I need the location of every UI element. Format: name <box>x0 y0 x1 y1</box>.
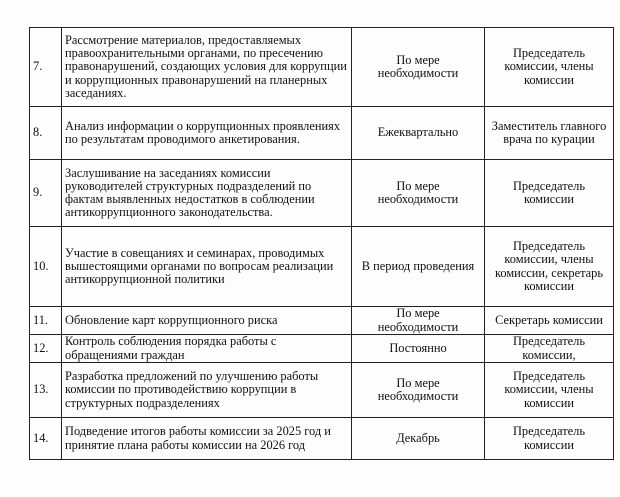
event-responsible: Председатель комиссии, члены комиссии <box>485 363 614 418</box>
table-row <box>30 335 614 363</box>
work-plan-table-body <box>30 28 614 460</box>
row-number: 12. <box>30 335 62 363</box>
row-number: 10. <box>30 227 62 307</box>
row-number: 8. <box>30 107 62 160</box>
event-responsible: Председатель комиссии <box>485 418 614 460</box>
table-row <box>30 160 614 227</box>
table-row <box>30 307 614 335</box>
event-description: Подведение итогов работы комиссии за 2025 год и принятие плана работы комиссии на 2026 год <box>62 418 352 460</box>
event-description: Заслушивание на заседаниях комиссии руководителей структурных подразделений по фактам выявленных недостатков в соблюдении антикоррупционного законодательства. <box>62 160 352 227</box>
event-responsible: Заместитель главного врача по курации <box>485 107 614 160</box>
event-responsible: Председатель комиссии, члены комиссии <box>485 28 614 107</box>
event-term: Постоянно <box>352 335 485 363</box>
event-term: В период проведения <box>352 227 485 307</box>
event-description: Анализ информации о коррупционных проявлениях по результатам проводимого анкетирования. <box>62 107 352 160</box>
event-responsible: Председатель комиссии, <box>485 335 614 363</box>
table-row <box>30 363 614 418</box>
event-term: По мере необходимости <box>352 160 485 227</box>
event-responsible: Председатель комиссии <box>485 160 614 227</box>
event-description: Контроль соблюдения порядка работы с обращениями граждан <box>62 335 352 363</box>
event-description: Участие в совещаниях и семинарах, проводимых вышестоящими органами по вопросам реализации антикоррупционной политики <box>62 227 352 307</box>
table-row <box>30 418 614 460</box>
table-row <box>30 107 614 160</box>
row-number: 11. <box>30 307 62 335</box>
row-number: 9. <box>30 160 62 227</box>
event-description: Обновление карт коррупционного риска <box>62 307 352 335</box>
event-description: Рассмотрение материалов, предоставляемых правоохранительными органами, по пресечению правонарушений, создающих условия для коррупции и коррупционных правонарушений на планерных заседаниях. <box>62 28 352 107</box>
event-term: По мере необходимости <box>352 307 485 335</box>
table-row <box>30 227 614 307</box>
work-plan-table <box>29 27 614 460</box>
event-description: Разработка предложений по улучшению работы комиссии по противодействию коррупции в структурных подразделениях <box>62 363 352 418</box>
event-responsible: Секретарь комиссии <box>485 307 614 335</box>
row-number: 14. <box>30 418 62 460</box>
row-number: 13. <box>30 363 62 418</box>
table-row <box>30 28 614 107</box>
row-number: 7. <box>30 28 62 107</box>
event-term: Ежеквартально <box>352 107 485 160</box>
event-term: По мере необходимости <box>352 363 485 418</box>
event-responsible: Председатель комиссии, члены комиссии, секретарь комиссии <box>485 227 614 307</box>
event-term: Декабрь <box>352 418 485 460</box>
event-term: По мере необходимости <box>352 28 485 107</box>
